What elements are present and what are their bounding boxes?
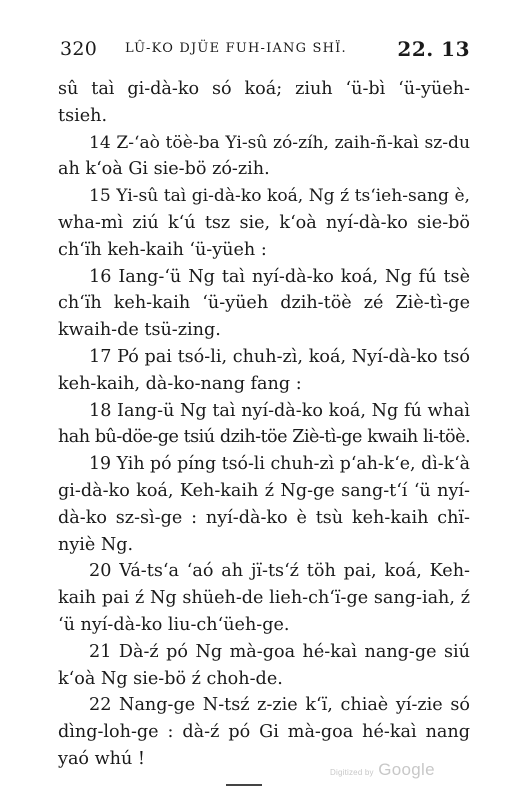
text-line: kaih pai ź Ng shüeh-de lieh-ch‘ï-ge sang-iah, ź xyxy=(58,588,470,609)
text-line: sû taì gi-dà-ko só koá; ziuh ‘ü-bì ‘ü-yüeh- xyxy=(58,79,470,99)
text-line: wha-mì ziú k‘ú tsz sie, k‘oà nyí-dà-ko sie-bö xyxy=(58,212,470,233)
text-line: k‘oà Ng sie-bö ź choh-de. xyxy=(58,668,283,689)
watermark-prefix: Digitized by xyxy=(330,768,374,777)
verse-20-start: 20 Vá-ts‘a ‘aó ah jï-ts‘ź töh pai, koá, Keh- xyxy=(89,561,470,582)
verse-22-start: 22 Nang-ge N-tsź z-zie k‘ï, chiaè yí-zie só xyxy=(89,695,470,716)
verse-18-start: 18 Iang-ü Ng taì nyí-dà-ko koá, Ng fú whaì xyxy=(89,400,470,421)
text-line: dà-ko sz-sì-ge : nyí-dà-ko è tsù keh-kaih chï- xyxy=(58,507,470,528)
text-line: gi-dà-ko koá, Keh-kaih ź Ng-ge sang-t‘í ‘ü nyí- xyxy=(58,480,470,501)
verse-17-start: 17 Pó pai tsó-li, chuh-zì, koá, Nyí-dà-ko tsó xyxy=(89,346,470,367)
text-line: yaó whú ! xyxy=(58,748,145,769)
text-line: ch‘ïh keh-kaih ‘ü-yüeh : xyxy=(58,239,267,260)
verse-14-start: 14 Z-‘aò töè-ba Yi-sû zó-zíh, zaih-ñ-kaì sz-du xyxy=(89,132,470,153)
text-line: kwaih-de tsü-zing. xyxy=(58,320,221,341)
text-line: tsieh. xyxy=(58,105,108,126)
scripture-text xyxy=(58,76,470,773)
text-line: ah k‘oà Gi sie-bö zó-zih. xyxy=(58,159,270,180)
text-line: nyiè Ng. xyxy=(58,534,134,555)
verse-15-start: 15 Yi-sû taì gi-dà-ko koá, Ng ź ts‘ieh-sang è, xyxy=(89,186,470,207)
page-number: 320 xyxy=(60,38,98,60)
text-line: ch‘ïh keh-kaih ‘ü-yüeh dzih-töè zé Ziè-tì-ge xyxy=(58,293,470,314)
page-header xyxy=(60,38,470,62)
verse-16-start: 16 Iang-‘ü Ng taì nyí-dà-ko koá, Ng fú tsè xyxy=(89,266,470,287)
verse-21-start: 21 Dà-ź pó Ng mà-goa hé-kaì nang-ge siú xyxy=(89,641,470,662)
chapter-verse-reference: 22. 13 xyxy=(397,37,470,61)
running-title: LÛ-KO DJÜE FUH-IANG SHÏ. xyxy=(125,41,347,56)
watermark-brand: Google xyxy=(378,760,435,779)
text-line: keh-kaih, dà-ko-nang fang : xyxy=(58,373,302,394)
text-line: hah bû-döe-ge tsiú dzih-töe Ziè-tì-ge kwaih li-töè. xyxy=(58,427,470,448)
text-line: ‘ü nyí-dà-ko liu-ch‘üeh-ge. xyxy=(58,614,290,635)
text-line: dìng-loh-ge : dà-ź pó Gi mà-goa hé-kaì nang xyxy=(58,722,470,743)
digitized-watermark xyxy=(330,760,435,780)
footer-rule xyxy=(226,784,262,786)
verse-19-start: 19 Yih pó píng tsó-li chuh-zì p‘ah-k‘e, dì-k‘à xyxy=(89,454,470,475)
